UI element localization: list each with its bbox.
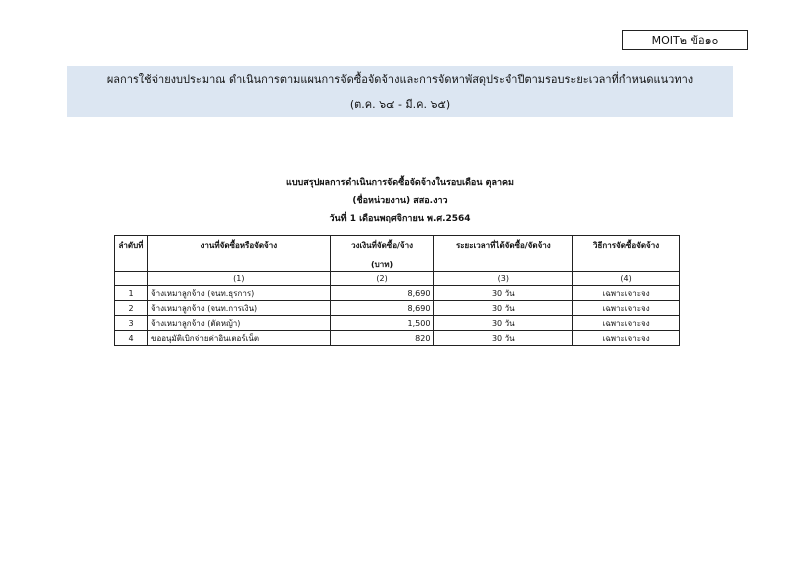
table-row bbox=[115, 331, 680, 346]
row-item: จ้างเหมาลูกจ้าง (ตัดหญ้า) bbox=[147, 316, 330, 331]
banner-period: (ต.ค. ๖๔ - มี.ค. ๖๕) bbox=[349, 98, 451, 111]
column-number-row bbox=[115, 272, 680, 286]
row-method: เฉพาะเจาะจง bbox=[573, 286, 680, 301]
header-banner bbox=[67, 66, 733, 117]
row-method: เฉพาะเจาะจง bbox=[573, 331, 680, 346]
table-row bbox=[115, 286, 680, 301]
row-method: เฉพาะเจาะจง bbox=[573, 301, 680, 316]
row-no: 2 bbox=[115, 301, 148, 316]
procurement-table bbox=[114, 235, 680, 346]
row-amount: 1,500 bbox=[330, 316, 434, 331]
colnum-4: (4) bbox=[573, 272, 680, 286]
row-amount: 820 bbox=[330, 331, 434, 346]
row-method: เฉพาะเจาะจง bbox=[573, 316, 680, 331]
row-item: จ้างเหมาลูกจ้าง (จนท.การเงิน) bbox=[147, 301, 330, 316]
row-no: 1 bbox=[115, 286, 148, 301]
table-row bbox=[115, 316, 680, 331]
row-duration: 30 วัน bbox=[434, 316, 573, 331]
colnum-1: (1) bbox=[147, 272, 330, 286]
form-title: แบบสรุปผลการดำเนินการจัดซื้อจัดจ้างในรอบเดือน ตุลาคม bbox=[286, 178, 514, 188]
row-amount: 8,690 bbox=[330, 286, 434, 301]
header-no: ลำดับที่ bbox=[115, 236, 148, 272]
table-row bbox=[115, 301, 680, 316]
document-code-box: MOIT๒ ข้อ๑๐ bbox=[622, 30, 748, 50]
colnum-3: (3) bbox=[434, 272, 573, 286]
row-item: ขออนุมัติเบิกจ่ายค่าอินเตอร์เน็ต bbox=[147, 331, 330, 346]
header-amount-unit: (บาท) bbox=[370, 260, 394, 269]
row-amount: 8,690 bbox=[330, 301, 434, 316]
colnum-2: (2) bbox=[330, 272, 434, 286]
table-header-row bbox=[115, 236, 680, 272]
header-duration: ระยะเวลาที่ได้จัดซื้อ/จัดจ้าง bbox=[434, 236, 573, 272]
colnum-0 bbox=[115, 272, 148, 286]
form-agency: (ชื่อหน่วยงาน) สสอ.งาว bbox=[352, 196, 448, 206]
header-amount bbox=[330, 236, 434, 272]
header-item: งานที่จัดซื้อหรือจัดจ้าง bbox=[147, 236, 330, 272]
row-no: 3 bbox=[115, 316, 148, 331]
row-duration: 30 วัน bbox=[434, 301, 573, 316]
banner-title: ผลการใช้จ่ายงบประมาณ ดำเนินการตามแผนการจัดซื้อจัดจ้างและการจัดหาพัสดุประจำปีตามรอบระยะเวลาที่กำหนดแนวทาง bbox=[106, 73, 694, 86]
row-duration: 30 วัน bbox=[434, 286, 573, 301]
form-date: วันที่ 1 เดือนพฤศจิกายน พ.ศ.2564 bbox=[329, 214, 471, 224]
header-method: วิธีการจัดซื้อจัดจ้าง bbox=[573, 236, 680, 272]
header-amount-label: วงเงินที่จัดซื้อ/จ้าง bbox=[351, 241, 413, 250]
row-no: 4 bbox=[115, 331, 148, 346]
row-item: จ้างเหมาลูกจ้าง (จนท.ธุรการ) bbox=[147, 286, 330, 301]
row-duration: 30 วัน bbox=[434, 331, 573, 346]
